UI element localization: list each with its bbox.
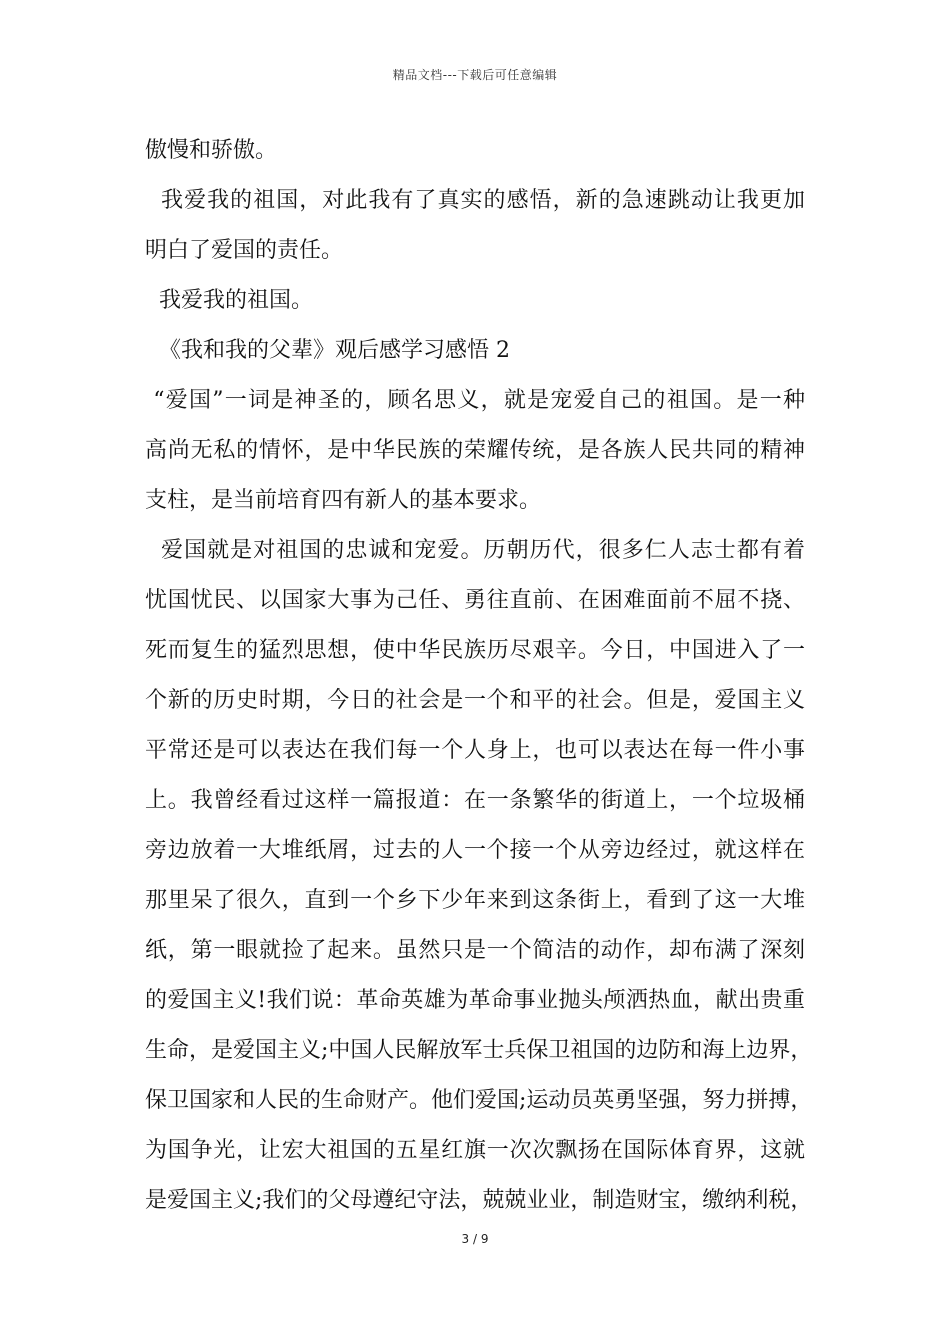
body-line: 保卫国家和人民的生命财产。他们爱国;运动员英勇坚强，努力拼搏， — [145, 1088, 813, 1113]
body-line: 我爱我的祖国，对此我有了真实的感悟，新的急速跳动让我更加 — [145, 188, 805, 213]
page-number: 3 / 9 — [461, 1232, 489, 1246]
body-line: 高尚无私的情怀，是中华民族的荣耀传统，是各族人民共同的精神 — [145, 438, 805, 463]
page-header: 精品文档---下载后可任意编辑 — [392, 68, 558, 82]
body-line: 爱国就是对祖国的忠诚和宠爱。历朝历代，很多仁人志士都有着 — [145, 538, 805, 563]
body-line: 生命，是爱国主义;中国人民解放军士兵保卫祖国的边防和海上边界， — [145, 1038, 813, 1063]
body-line: 纸，第一眼就捡了起来。虽然只是一个简洁的动作，却布满了深刻 — [145, 938, 805, 963]
body-line: 上。我曾经看过这样一篇报道：在一条繁华的街道上，一个垃圾桶 — [145, 788, 805, 813]
body-line: 支柱，是当前培育四有新人的基本要求。 — [145, 488, 542, 513]
body-line: 旁边放着一大堆纸屑，过去的人一个接一个从旁边经过，就这样在 — [145, 838, 805, 863]
body-line: 傲慢和骄傲。 — [145, 138, 278, 163]
body-line: 是爱国主义;我们的父母遵纪守法，兢兢业业，制造财宝，缴纳利税， — [145, 1188, 813, 1213]
body-line: 那里呆了很久，直到一个乡下少年来到这条街上，看到了这一大堆 — [145, 888, 805, 913]
body-line: 明白了爱国的责任。 — [145, 238, 344, 263]
body-line: 我爱我的祖国。 — [145, 288, 313, 313]
section-heading: 《我和我的父辈》观后感学习感悟 2 — [145, 338, 510, 363]
body-line: 平常还是可以表达在我们每一个人身上，也可以表达在每一件小事 — [145, 738, 805, 763]
body-line: 的爱国主义!我们说：革命英雄为革命事业抛头颅洒热血，献出贵重 — [145, 988, 805, 1013]
body-line: 为国争光，让宏大祖国的五星红旗一次次飘扬在国际体育界，这就 — [145, 1138, 805, 1163]
body-line: 个新的历史时期，今日的社会是一个和平的社会。但是，爱国主义 — [145, 688, 805, 713]
body-line: 死而复生的猛烈思想，使中华民族历尽艰辛。今日，中国进入了一 — [145, 638, 805, 663]
body-line: “爱国”一词是神圣的，顾名思义，就是宠爱自己的祖国。是一种 — [145, 388, 805, 413]
body-line: 忧国忧民、以国家大事为己任、勇往直前、在困难面前不屈不挠、 — [145, 588, 805, 613]
